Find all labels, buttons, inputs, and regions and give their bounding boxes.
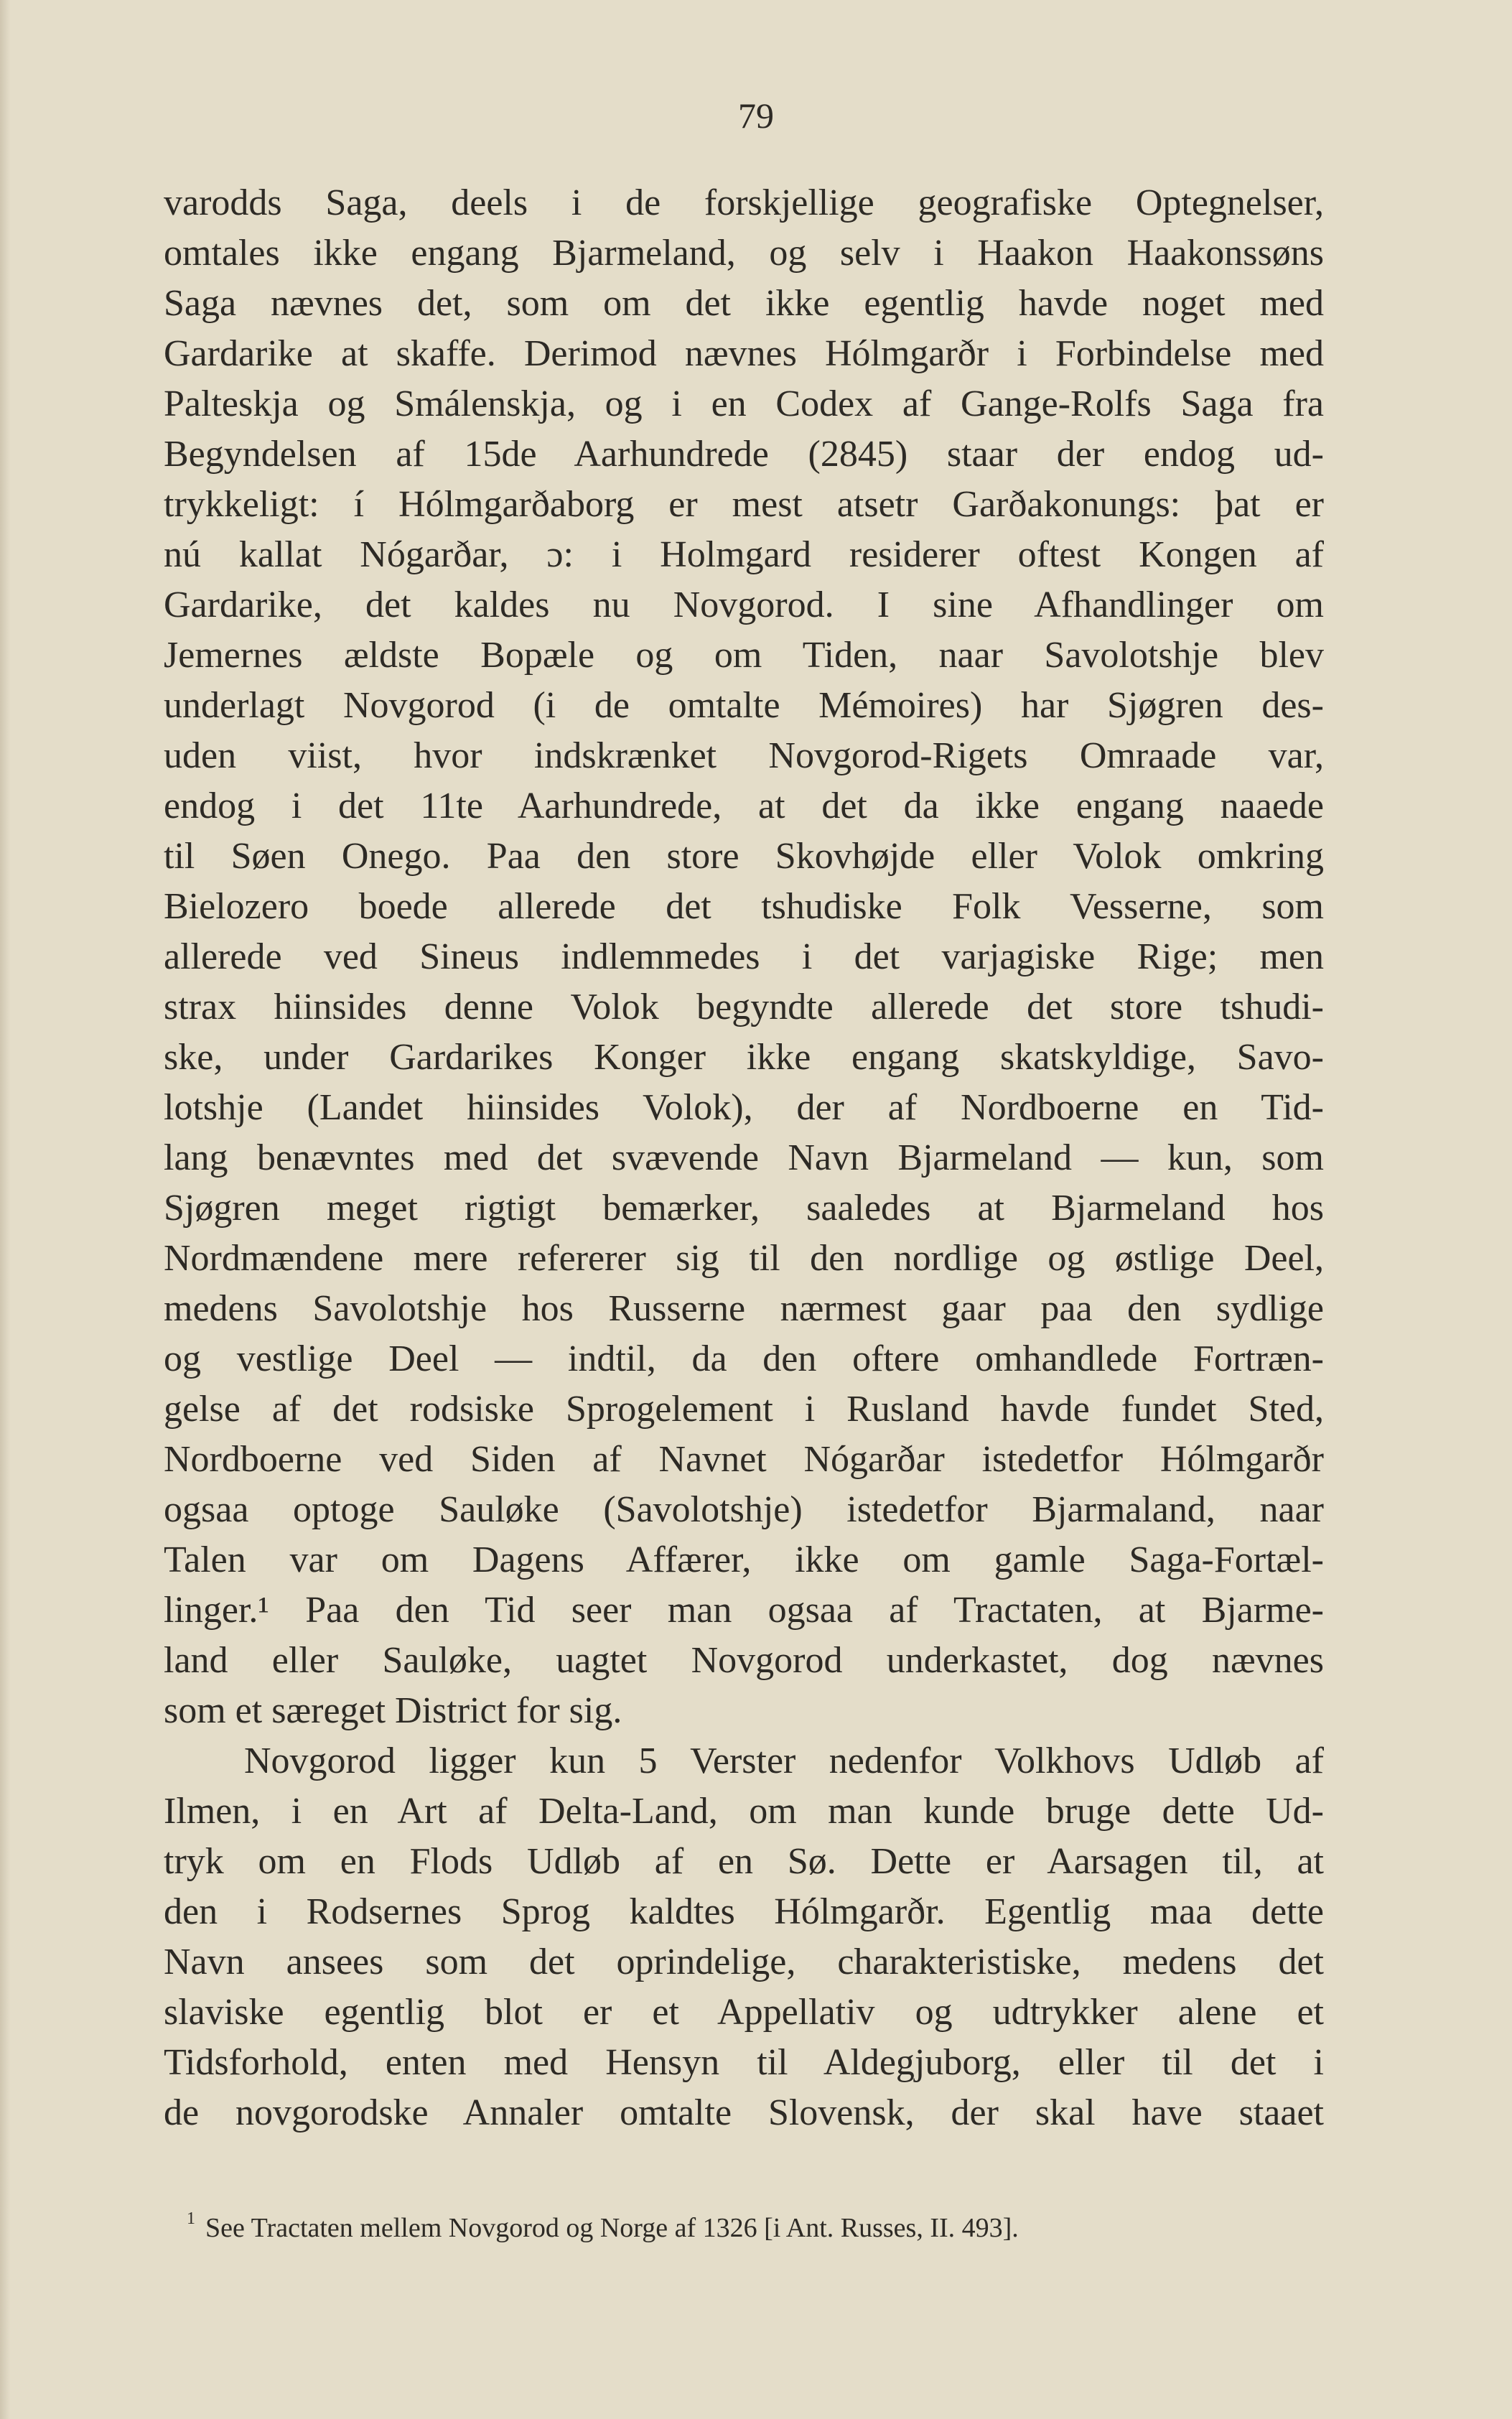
page-number: 79 [738,95,774,136]
text-line-36: Navn ansees som det oprindelige, charakteristiske, medens det [164,1942,1324,1982]
text-line-25: gelse af det rodsiske Sprogelement i Rusland havde fundet Sted, [164,1389,1324,1430]
footnote-marker: 1 [187,2209,195,2228]
text-line-9: Gardarike, det kaldes nu Novgorod. I sine Afhandlinger om [164,584,1324,625]
text-line-4: Gardarike at skaffe. Derimod nævnes Hólmgarðr i Forbindelse med [164,333,1324,374]
text-line-5: Palteskja og Smálenskja, og i en Codex af Gange-Rolfs Saga fra [164,383,1324,424]
text-line-18: ske, under Gardarikes Konger ikke engang skatskyldige, Savo- [164,1037,1324,1078]
text-line-29: linger.¹ Paa den Tid seer man ogsaa af Tractaten, at Bjarme- [164,1590,1324,1631]
text-line-3: Saga nævnes det, som om det ikke egentlig havde noget med [164,283,1324,324]
text-line-10: Jemernes ældste Bopæle og om Tiden, naar Savolotshje blev [164,635,1324,676]
text-line-30: land eller Sauløke, uagtet Novgorod underkastet, dog nævnes [164,1640,1324,1681]
footnote [187,2197,1321,2250]
text-line-8: nú kallat Nógarðar, ɔ: i Holmgard residerer oftest Kongen af [164,534,1324,575]
text-line-31: som et særeget District for sig. [164,1690,622,1731]
text-line-1: varodds Saga, deels i de forskjellige geografiske Optegnelser, [164,182,1324,223]
text-line-13: endog i det 11te Aarhundrede, at det da ikke engang naaede [164,786,1324,826]
text-line-16: allerede ved Sineus indlemmedes i det varjagiske Rige; men [164,936,1324,977]
text-line-17: strax hiinsides denne Volok begyndte allerede det store tshudi- [164,987,1324,1027]
text-line-20: lang benævntes med det svævende Navn Bjarmeland — kun, som [164,1137,1324,1178]
text-line-34: tryk om en Flods Udløb af en Sø. Dette er Aarsagen til, at [164,1841,1324,1882]
text-line-35: den i Rodsernes Sprog kaldtes Hólmgarðr. Egentlig maa dette [164,1891,1324,1932]
text-line-22: Nordmændene mere refererer sig til den nordlige og østlige Deel, [164,1238,1324,1279]
text-line-14: til Søen Onego. Paa den store Skovhøjde eller Volok omkring [164,836,1324,877]
text-line-33: Ilmen, i en Art af Delta-Land, om man kunde bruge dette Ud- [164,1791,1324,1832]
text-line-37: slaviske egentlig blot er et Appellativ og udtrykker alene et [164,1992,1324,2033]
text-line-28: Talen var om Dagens Affærer, ikke om gamle Saga-Fortæl- [164,1539,1324,1580]
text-line-12: uden viist, hvor indskrænket Novgorod-Rigets Omraade var, [164,735,1324,776]
text-line-21: Sjøgren meget rigtigt bemærker, saaledes at Bjarmeland hos [164,1188,1324,1229]
text-line-6: Begyndelsen af 15de Aarhundrede (2845) staar der endog ud- [164,434,1324,475]
text-line-27: ogsaa optoge Sauløke (Savolotshje) istedetfor Bjarmaland, naar [164,1489,1324,1530]
text-line-24: og vestlige Deel — indtil, da den oftere omhandlede Fortræn- [164,1338,1324,1379]
text-line-2: omtales ikke engang Bjarmeland, og selv i Haakon Haakonssøns [164,233,1324,274]
page-edge-shadow [0,0,10,2419]
text-line-32: Novgorod ligger kun 5 Verster nedenfor Volkhovs Udløb af [244,1740,1324,1781]
text-line-23: medens Savolotshje hos Russerne nærmest gaar paa den sydlige [164,1288,1324,1329]
text-line-19: lotshje (Landet hiinsides Volok), der af Nordboerne en Tid- [164,1087,1324,1128]
footnote-text: See Tractaten mellem Novgorod og Norge af 1326 [i Ant. Russes, II. 493]. [205,2213,1019,2243]
text-line-38: Tidsforhold, enten med Hensyn til Aldegjuborg, eller til det i [164,2042,1324,2083]
text-line-7: trykkeligt: í Hólmgarðaborg er mest atsetr Garðakonungs: þat er [164,484,1324,525]
text-line-39: de novgorodske Annaler omtalte Slovensk, der skal have staaet [164,2092,1324,2133]
text-line-26: Nordboerne ved Siden af Navnet Nógarðar istedetfor Hólmgarðr [164,1439,1324,1480]
text-line-11: underlagt Novgorod (i de omtalte Mémoires) har Sjøgren des- [164,685,1324,726]
text-line-15: Bielozero boede allerede det tshudiske Folk Vesserne, som [164,886,1324,927]
